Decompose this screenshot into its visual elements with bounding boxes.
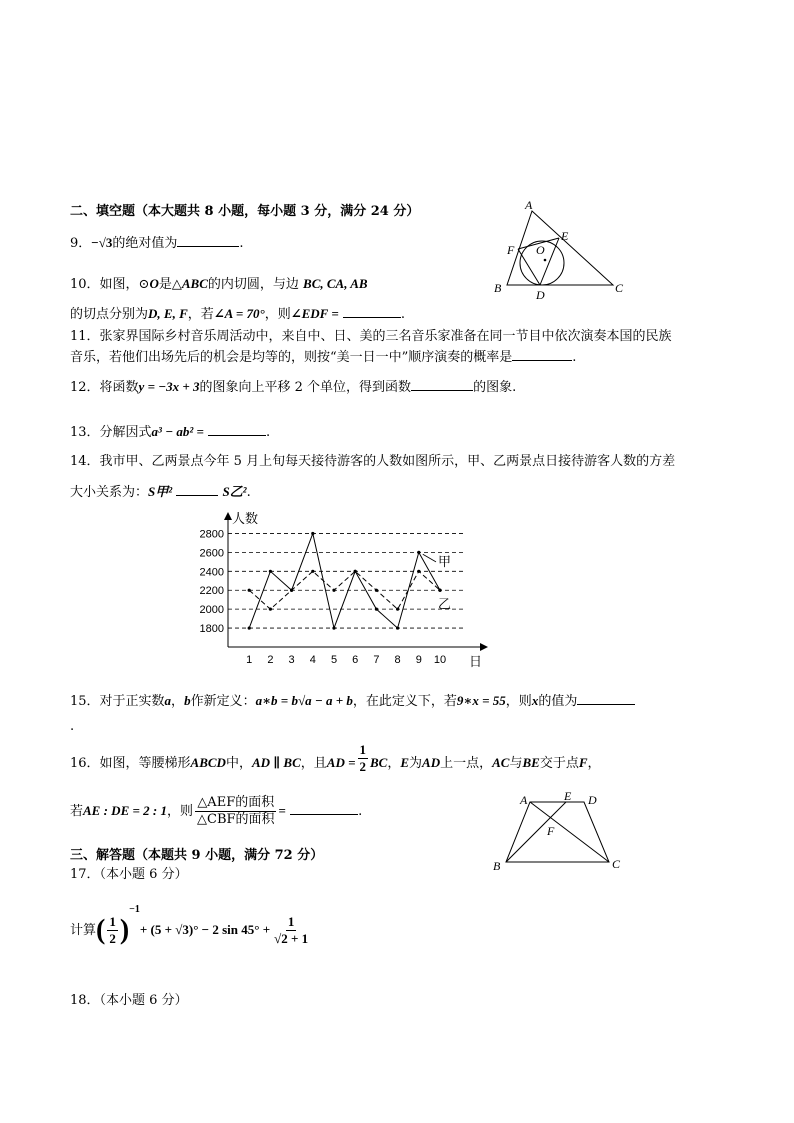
question-11-line1: 11．张家界国际乡村音乐周活动中，来自中、日、美的三名音乐家准备在同一节目中依次演奏本国的民族 xyxy=(70,329,672,344)
center-o xyxy=(544,259,547,262)
point-jia xyxy=(248,626,251,629)
q9-expression: −√3 xyxy=(91,235,113,250)
question-17-head: 17．（本小题 6 分） xyxy=(70,867,188,882)
label-f: F xyxy=(547,824,555,838)
y-axis-label: 人数 xyxy=(232,512,259,527)
point-jia xyxy=(332,626,335,629)
question-13: 13．分解因式a³ − ab² = . xyxy=(70,424,271,440)
q14-answer-blank[interactable] xyxy=(176,483,218,496)
legend-jia-leader xyxy=(423,554,436,562)
q12-answer-blank[interactable] xyxy=(411,378,473,391)
label-c: C xyxy=(615,281,624,295)
point-jia xyxy=(396,626,399,629)
question-11-line2: 音乐，若他们出场先后的机会是均等的，则按“美一日一中”顺序演奏的概率是 . xyxy=(70,350,577,365)
label-c: C xyxy=(612,857,621,871)
q16-answer-blank[interactable] xyxy=(290,802,358,815)
label-a: A xyxy=(525,198,533,212)
legend-jia: 甲 xyxy=(438,554,452,570)
question-18-head: 18．（本小题 6 分） xyxy=(70,993,188,1008)
point-yi xyxy=(332,589,335,592)
question-12: 12．将函数y = −3x + 3的图象向上平移 2 个单位，得到函数 的图象. xyxy=(70,379,517,395)
label-f: F xyxy=(507,243,515,257)
incircle-figure xyxy=(490,198,630,303)
x-tick-label: 5 xyxy=(330,654,338,666)
point-yi xyxy=(248,589,251,592)
question-10-line1: 10．如图，⊙O是△ABC的内切圆，与边 BC, CA, AB xyxy=(70,276,368,292)
x-tick-label: 3 xyxy=(288,654,295,666)
question-16-line2: 若AE : DE = 2 : 1，则 $\frac{\text{△AEF的面积}}{\text{△CBF的面积}}$ = . xyxy=(70,795,363,827)
question-9: 9．−√3的绝对值为 . xyxy=(70,235,244,251)
series-line-jia xyxy=(249,533,440,628)
question-10-line2: 的切点分别为D, E, F，若∠A = 70°，则∠EDF = . xyxy=(70,306,406,322)
point-yi xyxy=(311,570,314,573)
label-e: E xyxy=(564,790,572,803)
label-b: B xyxy=(493,859,501,873)
x-tick-label: 1 xyxy=(246,654,253,666)
x-tick-label: 10 xyxy=(433,654,447,666)
point-yi xyxy=(438,589,441,592)
label-b: B xyxy=(494,281,502,295)
label-e: E xyxy=(561,229,569,243)
point-jia xyxy=(311,532,314,535)
x-axis-label: 日 xyxy=(469,655,483,670)
label-o: O xyxy=(536,243,545,257)
point-yi xyxy=(396,608,399,611)
visitor-line-chart xyxy=(190,508,500,670)
q10-answer-blank[interactable] xyxy=(343,305,401,318)
point-yi xyxy=(290,589,293,592)
question-15-dot: . xyxy=(70,719,75,734)
x-tick-label: 7 xyxy=(373,654,380,666)
y-tick-label: 2200 xyxy=(199,585,224,598)
section-3-title: 三、解答题（本题共 9 小题，满分 72 分） xyxy=(70,848,324,863)
y-tick-label: 2400 xyxy=(199,566,224,579)
label-d: D xyxy=(536,288,545,302)
x-tick-label: 8 xyxy=(394,654,401,666)
point-yi xyxy=(269,608,272,611)
legend-yi: 乙 xyxy=(438,597,452,613)
point-jia xyxy=(269,570,272,573)
question-16-line1: 16．如图，等腰梯形ABCD中，AD ∥ BC，且AD = $\frac{1}{2}$ BC，E为AD上一点，AC与BE交于点F， xyxy=(70,742,601,774)
question-17-expression: 计算( $\frac{1}{2}$ )$^{-1}$+ (5 + √3)° − 2 sin 45° + $\frac{1}{√2 + 1}$ xyxy=(70,904,309,946)
y-tick-label: 2600 xyxy=(199,547,224,560)
segment-be xyxy=(506,802,566,862)
diagonal-ac xyxy=(530,802,609,862)
x-tick-label: 4 xyxy=(309,654,316,666)
y-tick-label: 2000 xyxy=(199,604,224,617)
x-axis-arrow xyxy=(480,643,488,651)
question-14-line2: 大小关系为：S甲² S乙². xyxy=(70,484,251,500)
point-jia xyxy=(417,551,420,554)
q13-answer-blank[interactable] xyxy=(208,423,266,436)
question-14-line1: 14．我市甲、乙两景点今年 5 月上旬每天接待游客的人数如图所示，甲、乙两景点日接待游客人数的方差 xyxy=(70,454,676,469)
trapezoid-figure xyxy=(488,790,628,875)
x-tick-label: 6 xyxy=(352,654,359,666)
point-yi xyxy=(417,570,420,573)
y-tick-label: 1800 xyxy=(199,623,224,636)
x-tick-label: 9 xyxy=(415,654,422,666)
q11-answer-blank[interactable] xyxy=(512,348,572,361)
point-yi xyxy=(375,589,378,592)
section-2-title: 二、填空题（本大题共 8 小题，每小题 3 分，满分 24 分） xyxy=(70,204,420,219)
q9-answer-blank[interactable] xyxy=(177,234,239,247)
point-jia xyxy=(375,608,378,611)
y-axis-arrow xyxy=(224,512,232,520)
question-15: 15．对于正实数a，b作新定义：a∗b = b√a − a + b，在此定义下，若9∗x = 55，则x的值为 xyxy=(70,692,635,711)
x-tick-label: 2 xyxy=(267,654,274,666)
point-yi xyxy=(354,570,357,573)
label-d: D xyxy=(588,793,597,807)
label-a: A xyxy=(520,793,528,807)
q15-answer-blank[interactable] xyxy=(577,692,635,705)
y-tick-label: 2800 xyxy=(199,528,224,541)
